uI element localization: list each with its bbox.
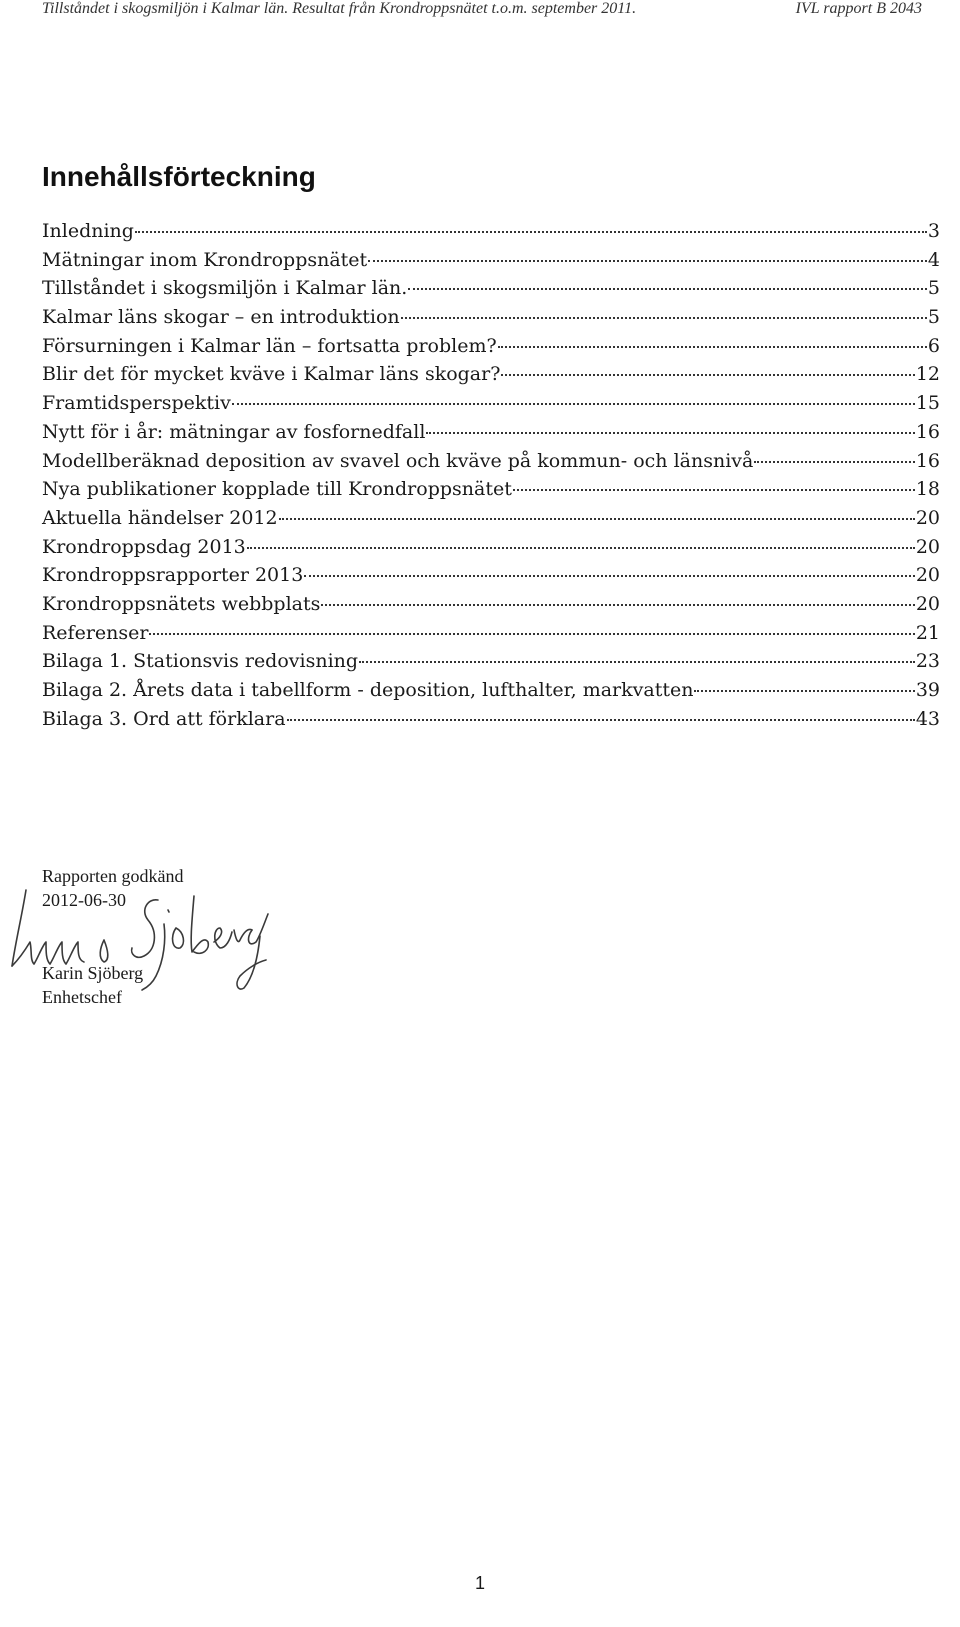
toc-entry-page: 20 bbox=[915, 592, 940, 615]
dot-leader bbox=[408, 288, 927, 290]
toc-entry[interactable] bbox=[42, 679, 940, 708]
toc-entry-title: Mätningar inom Krondroppsnätet bbox=[42, 248, 368, 271]
toc-entry[interactable] bbox=[42, 421, 940, 450]
toc-entry[interactable] bbox=[42, 249, 940, 278]
dot-leader bbox=[247, 547, 915, 549]
dot-leader bbox=[498, 346, 927, 348]
toc-entry[interactable] bbox=[42, 478, 940, 507]
toc-entry-page: 12 bbox=[915, 363, 940, 386]
dot-leader bbox=[501, 374, 914, 376]
toc-entry-page: 23 bbox=[915, 650, 940, 673]
toc-entry-title: Försurningen i Kalmar län – fortsatta problem? bbox=[42, 334, 497, 357]
table-of-contents bbox=[42, 220, 940, 736]
toc-entry[interactable] bbox=[42, 220, 940, 249]
toc-entry[interactable] bbox=[42, 363, 940, 392]
toc-entry-title: Aktuella händelser 2012 bbox=[42, 506, 278, 529]
toc-entry[interactable] bbox=[42, 392, 940, 421]
toc-entry-title: Referenser bbox=[42, 621, 149, 644]
dot-leader bbox=[149, 633, 914, 635]
dot-leader bbox=[287, 719, 915, 721]
toc-entry-page: 20 bbox=[915, 506, 940, 529]
dot-leader bbox=[694, 690, 914, 692]
toc-entry-page: 16 bbox=[915, 420, 940, 443]
toc-entry-title: Bilaga 2. Årets data i tabellform - deposition, lufthalter, markvatten bbox=[42, 679, 694, 701]
toc-entry[interactable] bbox=[42, 708, 940, 737]
toc-entry-page: 15 bbox=[915, 392, 940, 415]
toc-entry[interactable] bbox=[42, 335, 940, 364]
toc-entry-title: Nya publikationer kopplade till Krondroppsnätet bbox=[42, 478, 512, 501]
dot-leader bbox=[135, 231, 927, 233]
toc-entry-page: 4 bbox=[927, 248, 940, 271]
toc-entry-page: 5 bbox=[927, 306, 940, 329]
toc-entry-page: 20 bbox=[915, 535, 940, 558]
dot-leader bbox=[401, 317, 927, 319]
approval-label: Rapporten godkänd bbox=[42, 866, 184, 886]
toc-entry[interactable] bbox=[42, 277, 940, 306]
toc-entry-page: 18 bbox=[915, 478, 940, 501]
toc-entry-page: 5 bbox=[927, 277, 940, 300]
toc-entry-title: Krondroppsdag 2013 bbox=[42, 535, 246, 558]
toc-entry[interactable] bbox=[42, 507, 940, 536]
toc-entry-title: Bilaga 3. Ord att förklara bbox=[42, 707, 286, 730]
dot-leader bbox=[754, 461, 914, 463]
dot-leader bbox=[513, 489, 915, 491]
dot-leader bbox=[368, 260, 927, 262]
approver-name: Karin Sjöberg bbox=[42, 963, 144, 983]
dot-leader bbox=[304, 575, 914, 577]
toc-entry-page: 43 bbox=[915, 707, 940, 730]
toc-entry-title: Krondroppsrapporter 2013 bbox=[42, 564, 304, 587]
toc-entry[interactable] bbox=[42, 564, 940, 593]
toc-entry[interactable] bbox=[42, 650, 940, 679]
approval-date: 2012-06-30 bbox=[42, 890, 126, 910]
toc-entry-page: 3 bbox=[927, 220, 940, 242]
header-report-title: Tillståndet i skogsmiljön i Kalmar län. Resultat från Krondroppsnätet t.o.m. september 2011. bbox=[42, 0, 637, 17]
page-number: 1 bbox=[474, 1573, 485, 1593]
toc-entry-title: Krondroppsnätets webbplats bbox=[42, 592, 321, 615]
toc-entry-page: 21 bbox=[915, 621, 940, 644]
toc-entry[interactable] bbox=[42, 306, 940, 335]
toc-entry-title: Blir det för mycket kväve i Kalmar läns skogar? bbox=[42, 363, 501, 386]
approver-role: Enhetschef bbox=[42, 987, 122, 1007]
toc-entry-title: Inledning bbox=[42, 220, 134, 242]
dot-leader bbox=[232, 403, 915, 405]
toc-entry-title: Kalmar läns skogar – en introduktion bbox=[42, 306, 400, 329]
toc-entry[interactable] bbox=[42, 536, 940, 565]
toc-entry-title: Framtidsperspektiv bbox=[42, 392, 231, 415]
dot-leader bbox=[426, 432, 914, 434]
toc-title: Innehållsförteckning bbox=[42, 161, 316, 192]
toc-entry[interactable] bbox=[42, 622, 940, 651]
toc-entry[interactable] bbox=[42, 593, 940, 622]
page-header bbox=[42, 0, 922, 26]
toc-entry-page: 39 bbox=[915, 679, 940, 701]
header-report-number: IVL rapport B 2043 bbox=[795, 0, 922, 17]
toc-entry-title: Nytt för i år: mätningar av fosfornedfall bbox=[42, 420, 426, 443]
toc-entry-page: 20 bbox=[915, 564, 940, 587]
toc-entry-title: Tillståndet i skogsmiljön i Kalmar län. bbox=[42, 277, 408, 300]
toc-entry-page: 6 bbox=[927, 334, 940, 357]
dot-leader bbox=[321, 604, 914, 606]
dot-leader bbox=[279, 518, 915, 520]
toc-entry-page: 16 bbox=[915, 449, 940, 472]
dot-leader bbox=[359, 661, 915, 663]
toc-entry-title: Modellberäknad deposition av svavel och kväve på kommun- och länsnivå bbox=[42, 449, 754, 472]
toc-entry-title: Bilaga 1. Stationsvis redovisning bbox=[42, 650, 359, 673]
toc-entry[interactable] bbox=[42, 450, 940, 479]
approval-block bbox=[42, 864, 183, 1009]
